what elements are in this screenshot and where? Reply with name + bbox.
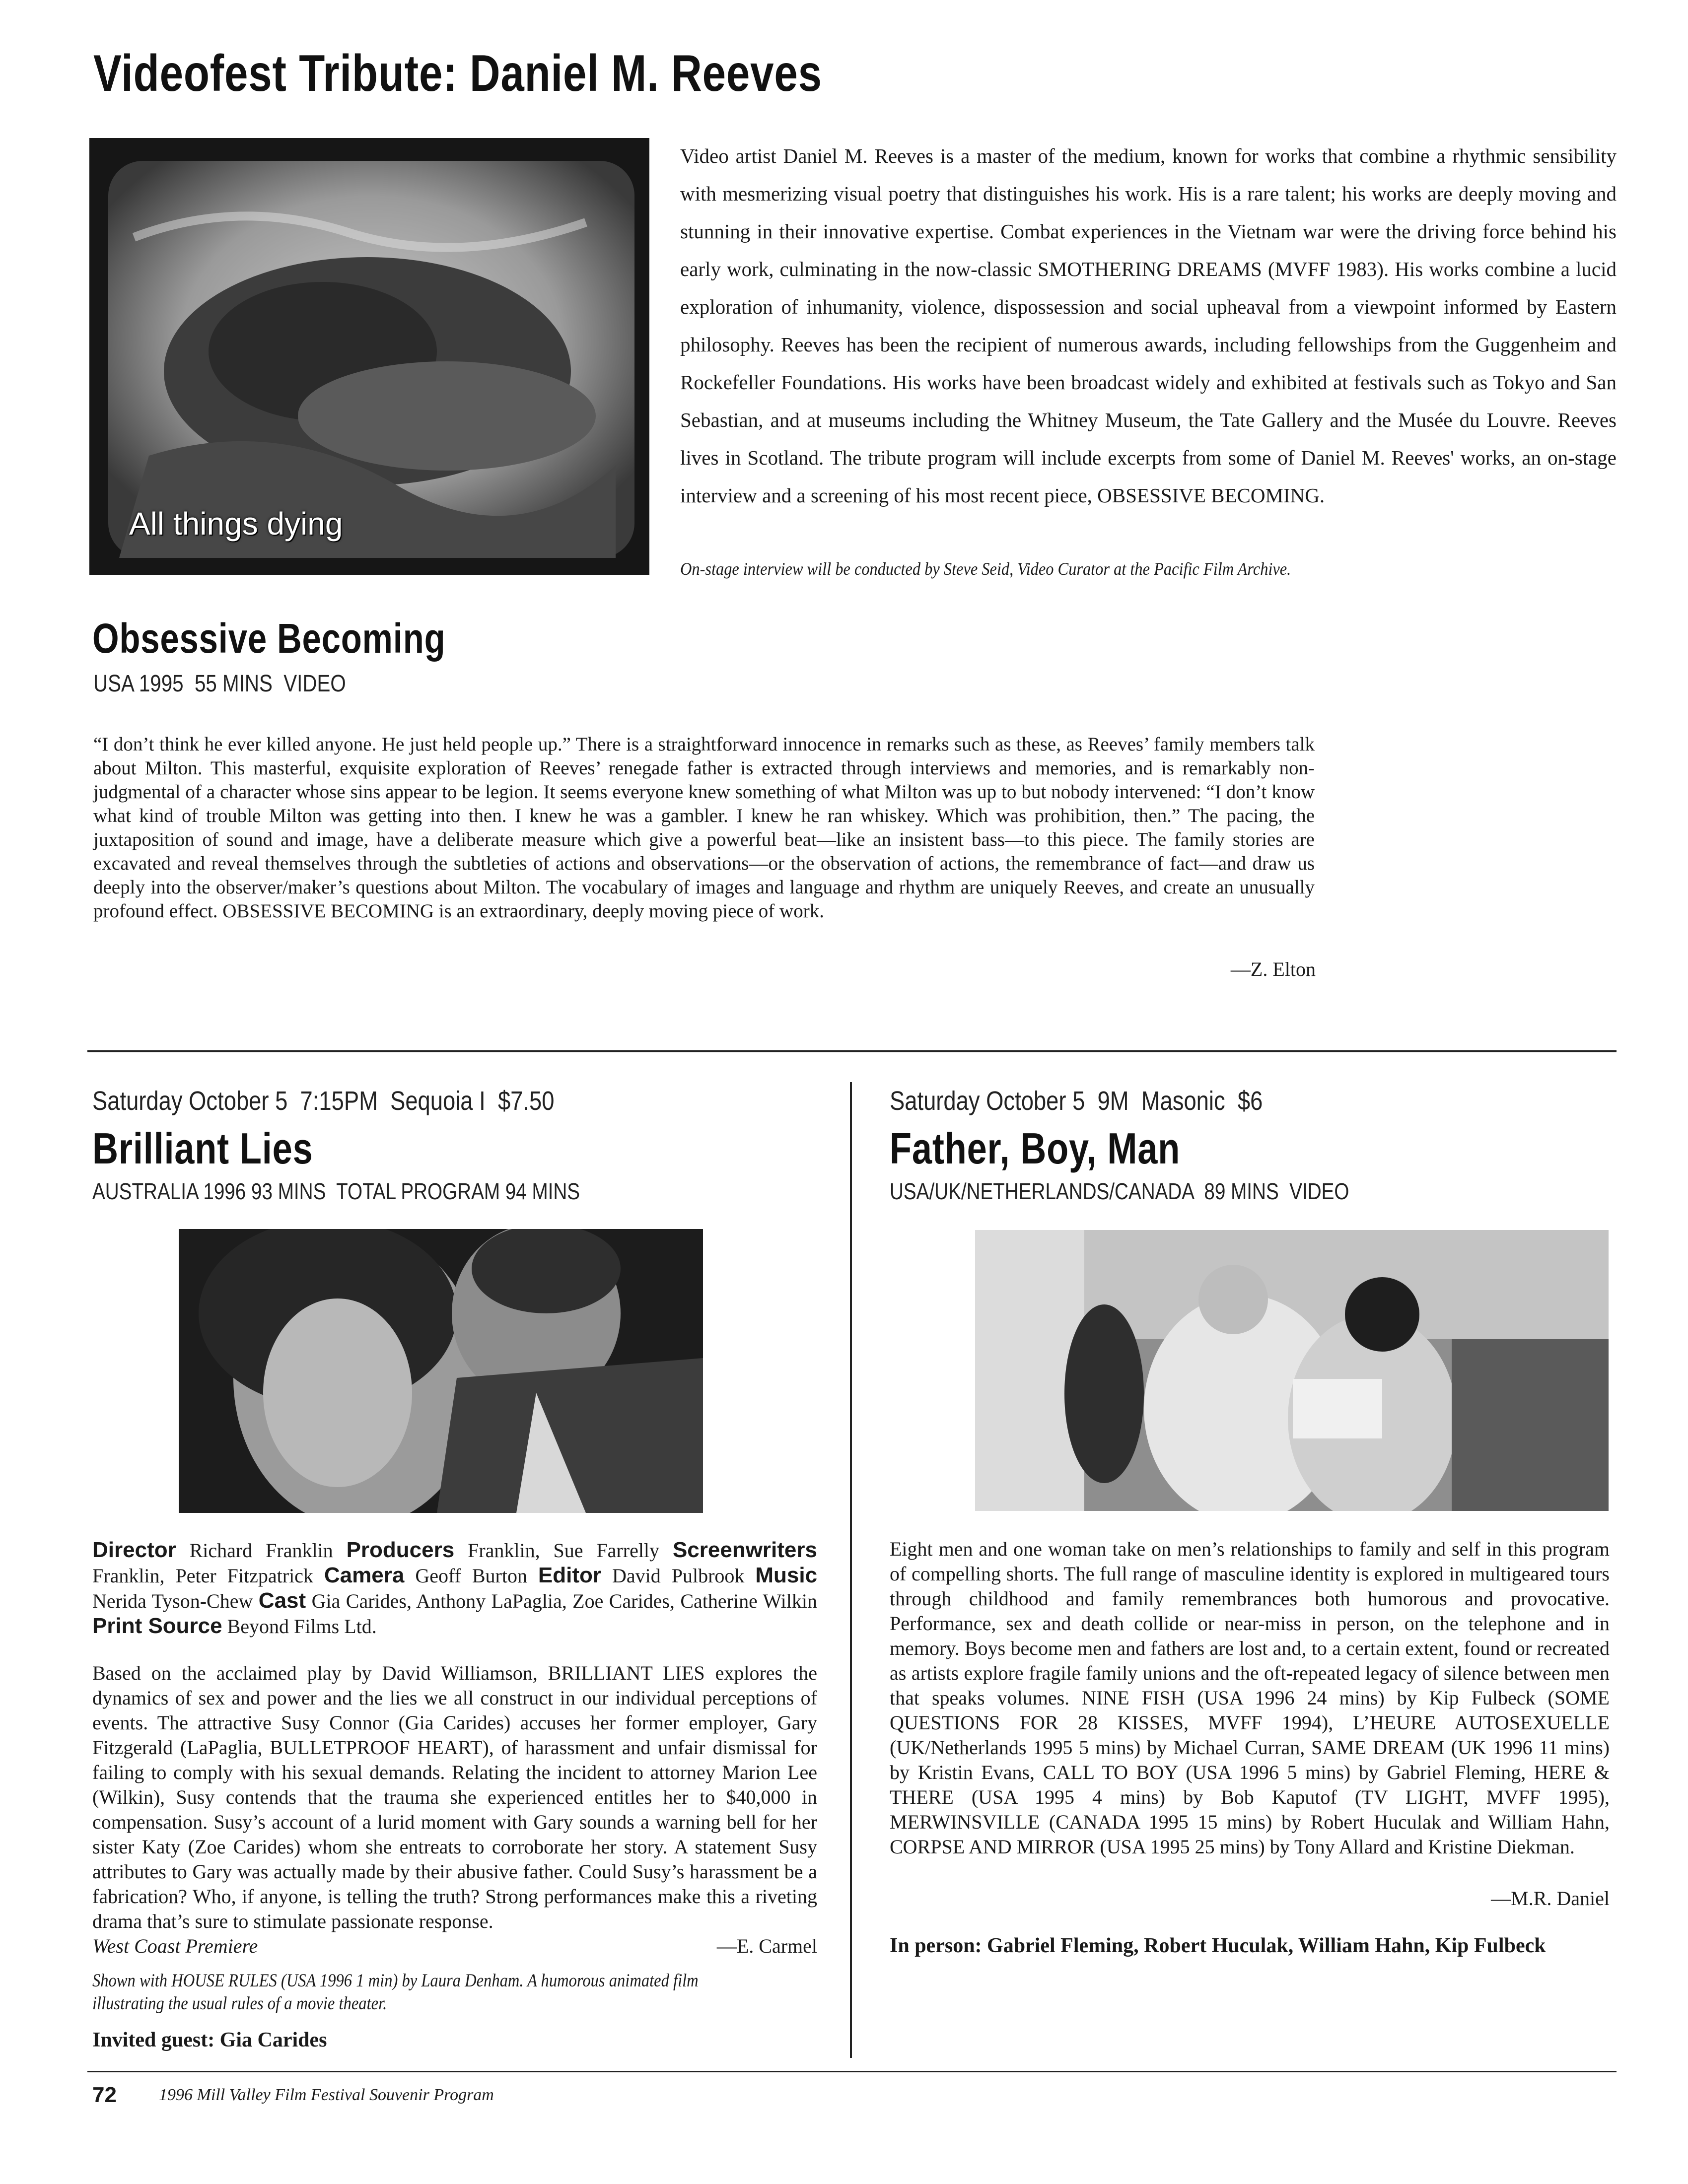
credits-paragraph xyxy=(92,1538,817,1639)
tribute-intro-paragraph: Video artist Daniel M. Reeves is a master of the medium, known for works that combine a rhythmic sensibility with mesmerizing visual poetry that distinguishes his work. His is a rare talent; his works are deeply moving and stunning in their innovative expertise. Combat experiences in the Vietnam war were the driving force behind his early work, culminating in the now-classic SMOTHERING DREAMS (MVFF 1983). His works combine a lucid exploration of inhumanity, violence, dispossession and social upheaval from a viewpoint informed by Eastern philosophy. Reeves has been the recipient of numerous awards, including fellowships from the Guggenheim and Rockefeller Foundations. His works have been broadcast widely and exhibited at festivals such as Tokyo and San Sebastian, and at museums including the Whitney Museum, the Tate Gallery and the Musée du Louvre. Reeves lives in Scotland. The tribute program will include excerpts from some of Daniel M. Reeves' works, an on-stage interview and a screening of his most recent piece, OBSESSIVE BECOMING. xyxy=(680,144,1617,507)
film-meta-obsessive-becoming: USA 1995 55 MINS VIDEO xyxy=(93,671,346,697)
section-divider xyxy=(87,1050,1617,1052)
credit-role: Camera xyxy=(324,1563,405,1587)
film-title-father-boy-man: Father, Boy, Man xyxy=(890,1124,1181,1173)
invited-guest: Invited guest: Gia Carides xyxy=(92,2029,327,2051)
schedule-father-boy-man: Saturday October 5 9M Masonic $6 xyxy=(890,1086,1263,1116)
credit-names: Franklin, Peter Fitzpatrick xyxy=(92,1565,313,1587)
review-paragraph: “I don’t think he ever killed anyone. He just held people up.” There is a straightforward innocence in remarks such as these, as Reeves’ family members talk about Milton. This masterful, exquisite exploration of Reeves’ renegade father is extracted through interviews and memories, and is remarkably non-judgmental of a character whose sins appear to be legion. It seems everyone knew something of what Milton was up to but nobody intervened: “I don’t know what kind of trouble Milton was getting into then. I knew he was a gambler. I knew he ran whiskey. Which was prohibition, then.” The pacing, the juxtaposition of sound and image, have a deliberate measure which give a powerful beat—like an insistent bass—to this piece. The family stories are excavated and reveal themselves through the subtleties of actions and observations—or the observation of actions, the remembrance of fact—and draw us deeply into the observer/maker’s questions about Milton. The vocabulary of images and language and rhythm are uniquely Reeves, and create an unusually profound effect. OBSESSIVE BECOMING is an extraordinary, deeply moving piece of work. xyxy=(93,734,1315,922)
photo-caption: All things dying xyxy=(129,506,343,542)
page-number: 72 xyxy=(92,2083,117,2107)
shown-with-note: Shown with HOUSE RULES (USA 1996 1 min) by Laura Denham. A humorous animated film illustrating the usual rules of a movie theater. xyxy=(92,1971,699,2014)
byline-m-r-daniel: —M.R. Daniel xyxy=(1491,1887,1610,1910)
film-title-brilliant-lies: Brilliant Lies xyxy=(92,1124,313,1173)
synopsis-paragraph: Eight men and one woman take on men’s relationships to family and self in this program of compelling shorts. The full range of masculine identity is explored in multigeared tours through childhood and family remembrances both humorous and provocative. Performance, sex and death collide or near-miss in person, on the telephone and in memory. Boys become men and fathers are lost and, to a certain extent, found or recreated as artists explore fragile family unions and the oft-repeated legacy of silence between men that speaks volumes. NINE FISH (USA 1996 24 mins) by Kip Fulbeck (SOME QUESTIONS FOR 28 KISSES, MVFF 1994), L’HEURE AUTOSEXUELLE (UK/Netherlands 1995 5 mins) by Michael Curran, SAME DREAM (UK 1996 11 mins) by Kristin Evans, CALL TO BOY (USA 1996 5 mins) by Gabriel Fleming, HERE & THERE (USA 1995 4 mins) by Bob Kaputof (TV LIGHT, MVFF 1995), MERWINSVILLE (CANADA 1995 15 mins) by Robert Huculak and William Hahn, CORPSE AND MIRROR (USA 1995 25 mins) by Tony Allard and Kristine Diekman. xyxy=(890,1538,1610,1858)
in-person-guests: In person: Gabriel Fleming, Robert Huculak, William Hahn, Kip Fulbeck xyxy=(890,1934,1546,1957)
credit-names: Nerida Tyson-Chew xyxy=(92,1590,253,1612)
film-still-image xyxy=(975,1230,1609,1511)
interview-note: On-stage interview will be conducted by Steve Seid, Video Curator at the Pacific Film Archive. xyxy=(680,559,1291,579)
credits-brilliant-lies xyxy=(92,1538,817,1639)
brilliant-lies-photo xyxy=(179,1229,703,1513)
byline-e-carmel: —E. Carmel xyxy=(716,1935,817,1957)
credit-role: Cast xyxy=(258,1588,306,1613)
publication-name: 1996 Mill Valley Film Festival Souvenir Program xyxy=(159,2086,494,2104)
synopsis-brilliant-lies xyxy=(92,1661,817,1934)
credit-names: Franklin, Sue Farrelly xyxy=(468,1539,660,1562)
synopsis-paragraph: Based on the acclaimed play by David Williamson, BRILLIANT LIES explores the dynamics of sex and power and the lies we all construct in our individual perceptions of events. The attractive Susy Connor (Gia Carides) accuses her former employer, Gary Fitzgerald (LaPaglia, BULLETPROOF HEART), of harassment and unfair dismissal for failing to comply with his sexual demands. Relating the incident to attorney Marion Lee (Wilkin), Susy contends that the trauma she experienced entitles her to $40,000 in compensation. Susy’s account of a lurid moment with Gary sounds a warning bell for her sister Katy (Zoe Carides) whom she entreats to corroborate her story. A statement Susy attributes to Gary was actually made by their abusive father. Could Susy’s harassment be a fabrication? Who, if anyone, is telling the truth? Strong performances make this a riveting drama that’s sure to stimulate passionate response. xyxy=(92,1662,817,1932)
footer-divider xyxy=(87,2071,1617,2072)
credit-role: Screenwriters xyxy=(672,1538,817,1562)
credit-role: Editor xyxy=(538,1563,602,1587)
review-obsessive-becoming xyxy=(93,733,1315,923)
credit-names: David Pulbrook xyxy=(612,1565,745,1587)
film-title-obsessive-becoming: Obsessive Becoming xyxy=(92,615,446,662)
father-boy-man-photo xyxy=(975,1230,1609,1511)
film-meta-father-boy-man: USA/UK/NETHERLANDS/CANADA 89 MINS VIDEO xyxy=(890,1178,1349,1204)
credit-names: Gia Carides, Anthony LaPaglia, Zoe Carides, Catherine Wilkin xyxy=(311,1590,818,1612)
credit-role: Producers xyxy=(346,1538,455,1562)
tribute-intro xyxy=(680,137,1617,514)
credit-role: Print Source xyxy=(92,1614,222,1638)
tribute-photo xyxy=(89,138,649,575)
page-title: Videofest Tribute: Daniel M. Reeves xyxy=(93,45,822,102)
credit-names: Richard Franklin xyxy=(189,1539,333,1562)
credit-names: Geoff Burton xyxy=(415,1565,527,1587)
schedule-brilliant-lies: Saturday October 5 7:15PM Sequoia I $7.50 xyxy=(92,1086,555,1116)
credit-role: Music xyxy=(755,1563,818,1587)
film-still-image xyxy=(179,1229,703,1513)
synopsis-father-boy-man xyxy=(890,1537,1610,1859)
credit-names: Beyond Films Ltd. xyxy=(227,1615,377,1638)
credit-role: Director xyxy=(92,1538,176,1562)
column-divider xyxy=(850,1082,852,2058)
film-meta-brilliant-lies: AUSTRALIA 1996 93 MINS TOTAL PROGRAM 94 MINS xyxy=(92,1178,580,1204)
premiere-note: West Coast Premiere xyxy=(92,1935,258,1957)
byline-z-elton: —Z. Elton xyxy=(1230,958,1316,980)
premiere-line xyxy=(92,1934,817,1959)
